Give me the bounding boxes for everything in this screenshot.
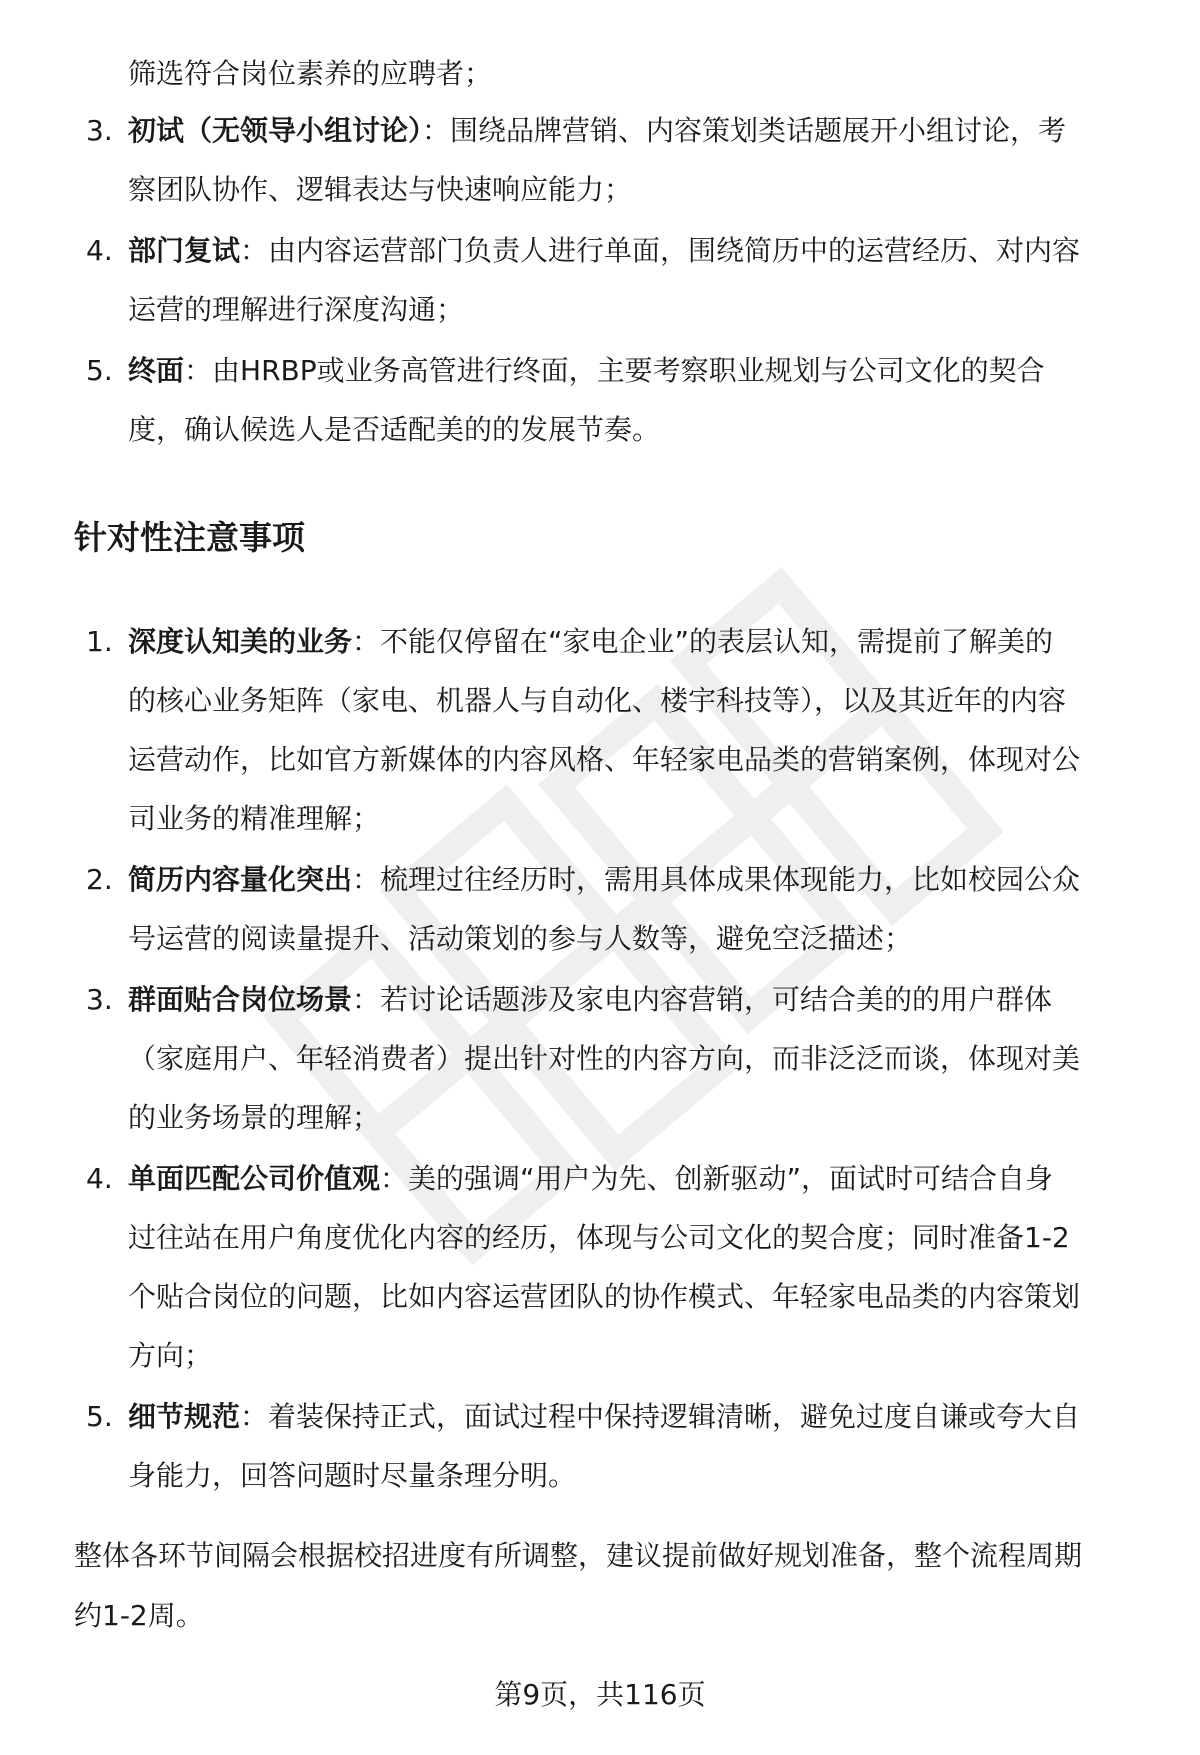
item-number: 4.: [86, 1162, 113, 1195]
item-text: 运营动作，比如官方新媒体的内容风格、年轻家电品类的营销案例，体现对公: [128, 743, 1081, 776]
list-item: [0, 101, 1200, 219]
item-term: 终面: [128, 354, 185, 387]
item-number: 1.: [86, 625, 113, 658]
item-text: 的业务场景的理解；: [128, 1101, 381, 1134]
item-text: 察团队协作、逻辑表达与快速响应能力；: [128, 173, 633, 206]
item-text: 个贴合岗位的问题，比如内容运营团队的协作模式、年轻家电品类的内容策划: [128, 1280, 1081, 1313]
item-text: 美的强调“用户为先、创新驱动”，面试时可结合自身: [408, 1162, 1054, 1195]
item-number: 3.: [86, 114, 113, 147]
item-text: 由内容运营部门负责人进行单面，围绕简历中的运营经历、对内容: [268, 234, 1081, 267]
item-text: 过往站在用户角度优化内容的经历，体现与公司文化的契合度；同时准备1-2: [128, 1221, 1070, 1254]
item-separator: ：: [422, 114, 451, 147]
item-term: 细节规范: [128, 1400, 241, 1433]
top-continuation: 筛选符合岗位素养的应聘者；: [128, 57, 493, 90]
item-text: 梳理过往经历时，需用具体成果体现能力，比如校园公众: [380, 863, 1081, 896]
section-heading: 针对性注意事项: [74, 518, 305, 557]
item-separator: ：: [352, 625, 381, 658]
item-text: 若讨论话题涉及家电内容营销，可结合美的的用户群体: [380, 983, 1053, 1016]
item-text: 围绕品牌营销、内容策划类话题展开小组讨论，考: [450, 114, 1067, 147]
item-term: 简历内容量化突出: [128, 863, 353, 896]
list-item: [0, 1149, 1200, 1385]
item-text: 的核心业务矩阵（家电、机器人与自动化、楼宇科技等），以及其近年的内容: [128, 684, 1067, 717]
item-text: 着装保持正式，面试过程中保持逻辑清晰，避免过度自谦或夸大自: [268, 1400, 1081, 1433]
item-text: 方向；: [128, 1339, 213, 1372]
item-number: 4.: [86, 234, 113, 267]
item-text: 运营的理解进行深度沟通；: [128, 293, 465, 326]
item-number: 3.: [86, 983, 113, 1016]
item-term: 初试（无领导小组讨论）: [128, 114, 423, 147]
item-term: 部门复试: [128, 234, 241, 267]
list-item: [0, 970, 1200, 1147]
item-text: 号运营的阅读量提升、活动策划的参与人数等，避免空泛描述；: [128, 922, 913, 955]
process-list: [0, 101, 1200, 461]
item-term: 单面匹配公司价值观: [128, 1162, 381, 1195]
item-separator: ：: [240, 234, 269, 267]
item-term: 深度认知美的业务: [128, 625, 353, 658]
closing-paragraph: [74, 1526, 1154, 1646]
item-separator: ：: [240, 1400, 269, 1433]
list-item: [0, 850, 1200, 968]
tips-list: [0, 612, 1200, 1507]
item-separator: ：: [380, 1162, 409, 1195]
item-number: 5.: [86, 354, 113, 387]
item-text: （家庭用户、年轻消费者）提出针对性的内容方向，而非泛泛而谈，体现对美: [128, 1042, 1081, 1075]
list-item: [0, 341, 1200, 459]
item-text: 不能仅停留在“家电企业”的表层认知，需提前了解美的: [380, 625, 1054, 658]
item-text: 度，确认候选人是否适配美的的发展节奏。: [128, 413, 661, 446]
item-text: 身能力，回答问题时尽量条理分明。: [128, 1459, 577, 1492]
item-number: 2.: [86, 863, 113, 896]
item-term: 群面贴合岗位场景: [128, 983, 353, 1016]
item-separator: ：: [184, 354, 213, 387]
list-item: [0, 1387, 1200, 1505]
closing-line: 约1-2周。: [74, 1599, 204, 1632]
item-separator: ：: [352, 983, 381, 1016]
page-footer: 第9页，共116页: [494, 1678, 706, 1711]
closing-line: 整体各环节间隔会根据校招进度有所调整，建议提前做好规划准备，整个流程周期: [74, 1539, 1083, 1572]
item-text: 司业务的精准理解；: [128, 802, 381, 835]
list-item: [0, 221, 1200, 339]
item-text: 由HRBP或业务高管进行终面，主要考察职业规划与公司文化的契合: [212, 354, 1045, 387]
list-item: [0, 612, 1200, 848]
item-separator: ：: [352, 863, 381, 896]
item-number: 5.: [86, 1400, 113, 1433]
